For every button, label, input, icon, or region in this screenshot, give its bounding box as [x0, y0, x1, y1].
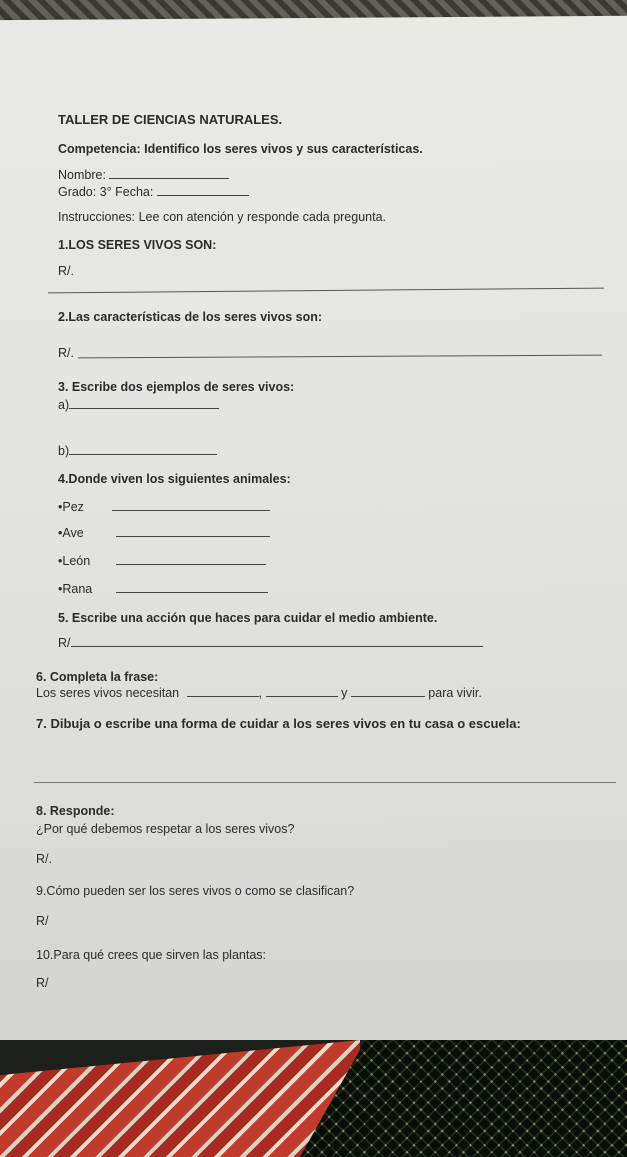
grado-label: Grado:	[58, 185, 97, 199]
grado-fecha-line	[58, 185, 249, 199]
animal-field-leon[interactable]	[116, 554, 266, 565]
instrucciones-line	[58, 210, 386, 224]
answer-9-prefix: R/	[36, 914, 49, 928]
answer-8-prefix: R/.	[36, 852, 52, 866]
question-1: 1.LOS SERES VIVOS SON:	[58, 238, 217, 252]
competencia-label: Competencia:	[58, 142, 141, 156]
competencia-line	[58, 142, 423, 156]
answer-3a-field[interactable]	[69, 398, 219, 409]
question-7: 7. Dibuja o escribe una forma de cuidar a los seres vivos en tu casa o escuela:	[36, 716, 521, 731]
question-8: 8. Responde:	[36, 804, 115, 818]
question-4: 4.Donde viven los siguientes animales:	[58, 472, 291, 486]
answer-2-line[interactable]	[78, 355, 602, 359]
competencia-text: Identifico los seres vivos y sus características.	[144, 142, 423, 156]
question-6-blank-2[interactable]	[266, 686, 338, 697]
fecha-label: Fecha:	[115, 185, 154, 199]
fecha-field[interactable]	[157, 185, 249, 196]
animal-label-rana: •Rana	[58, 582, 93, 596]
animal-field-ave[interactable]	[116, 526, 270, 537]
worksheet-title: TALLER DE CIENCIAS NATURALES.	[58, 112, 283, 127]
answer-1-line[interactable]	[48, 288, 604, 294]
nombre-label: Nombre:	[58, 168, 106, 182]
animal-label-leon: •León	[58, 554, 91, 568]
answer-1-prefix: R/.	[58, 264, 74, 278]
question-8-text: ¿Por qué debemos respetar a los seres vivos?	[36, 822, 295, 836]
answer-3b-line	[58, 444, 217, 458]
question-6: 6. Completa la frase:	[36, 670, 159, 684]
answer-3b-field[interactable]	[69, 444, 217, 455]
answer-7-line[interactable]	[34, 782, 616, 783]
instrucciones-label: Instrucciones:	[58, 210, 136, 224]
answer-2-prefix: R/.	[58, 346, 74, 360]
question-9: 9.Cómo pueden ser los seres vivos o como se clasifican?	[36, 884, 355, 898]
answer-3a-label: a)	[58, 398, 70, 412]
question-6-sentence	[36, 686, 482, 700]
answer-3b-label: b)	[58, 444, 70, 458]
animal-item-pez	[58, 500, 270, 514]
nombre-line	[58, 168, 229, 182]
animal-item-rana	[58, 582, 268, 596]
question-6-comma: ,	[258, 686, 263, 700]
animal-label-pez: •Pez	[58, 500, 84, 514]
question-6-start: Los seres vivos necesitan	[36, 686, 180, 700]
question-6-y: y	[341, 686, 348, 700]
nombre-field[interactable]	[109, 168, 229, 179]
question-2: 2.Las características de los seres vivos son:	[58, 310, 323, 324]
answer-5-prefix: R/	[58, 636, 71, 650]
animal-item-leon	[58, 554, 266, 568]
question-6-blank-3[interactable]	[351, 686, 425, 697]
question-5: 5. Escribe una acción que haces para cuidar el medio ambiente.	[58, 611, 438, 625]
question-6-blank-1[interactable]	[187, 686, 259, 697]
animal-item-ave	[58, 526, 270, 540]
animal-field-rana[interactable]	[116, 582, 268, 593]
answer-5-line	[58, 636, 483, 650]
question-10: 10.Para qué crees que sirven las plantas:	[36, 948, 266, 962]
question-6-end: para vivir.	[428, 686, 482, 700]
answer-10-prefix: R/	[36, 976, 49, 990]
animal-label-ave: •Ave	[58, 526, 84, 540]
instrucciones-text: Lee con atención y responde cada pregunta.	[138, 210, 387, 224]
answer-3a-line	[58, 398, 219, 412]
animal-field-pez[interactable]	[112, 500, 270, 511]
answer-5-field[interactable]	[71, 636, 483, 647]
grado-value: 3°	[99, 185, 112, 199]
question-3: 3. Escribe dos ejemplos de seres vivos:	[58, 380, 295, 394]
